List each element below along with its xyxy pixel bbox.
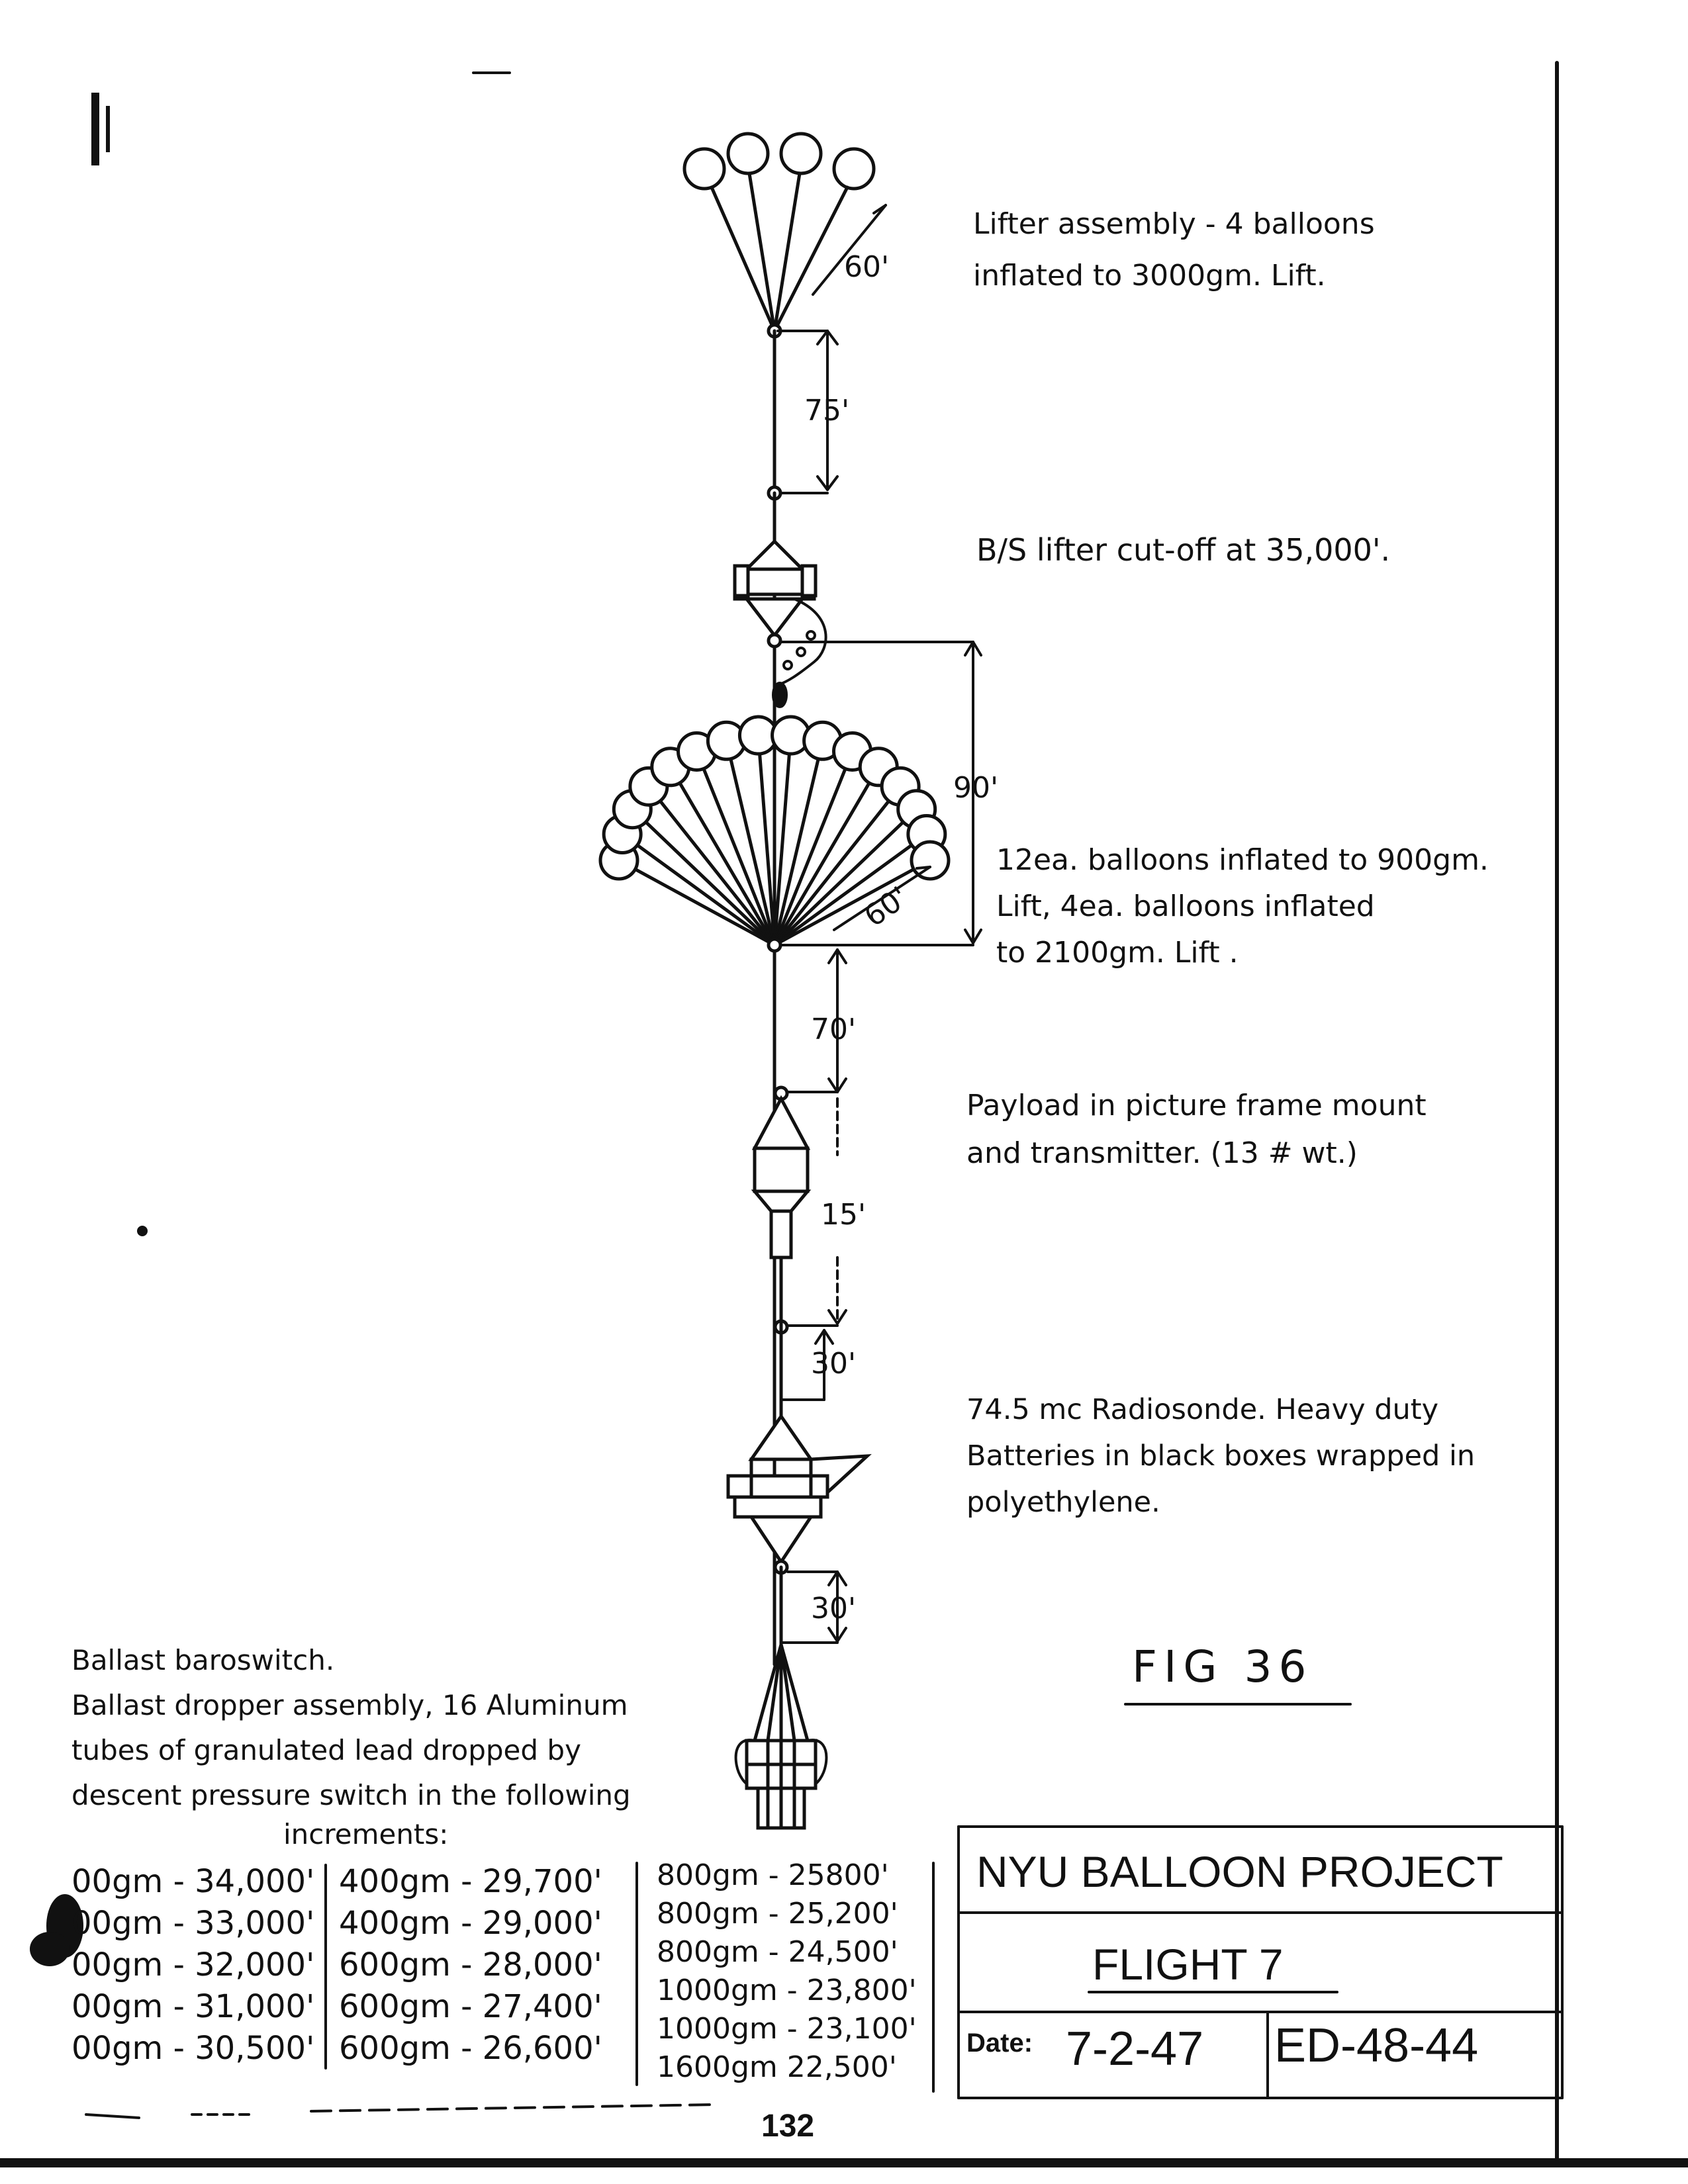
dim-lifter-to-switch: 75' <box>804 394 850 428</box>
cluster-label-line: Lift, 4ea. balloons inflated <box>996 889 1375 923</box>
radiosonde-label <box>966 1387 1475 1525</box>
cluster-rigging-line <box>774 809 917 945</box>
main-cluster-label <box>996 837 1489 976</box>
dim-radiosonde-to-ballast: 30' <box>811 1592 857 1625</box>
bottom-dash <box>86 2115 139 2118</box>
ballast-line: increments: <box>283 1818 449 1850</box>
radiosonde-label-line: 74.5 mc Radiosonde. Heavy duty <box>966 1393 1439 1426</box>
scan-mark <box>91 93 99 165</box>
dim-cluster-to-payload: 70' <box>811 1013 857 1046</box>
project-name: NYU BALLOON PROJECT <box>976 1847 1503 1896</box>
ballast-column-1 <box>71 1861 314 2070</box>
ballast-increment: 00gm - 32,000' <box>71 1946 315 1983</box>
drawing-number: ED-48-44 <box>1274 2019 1479 2072</box>
radiosonde-label-line: polyethylene. <box>966 1486 1160 1519</box>
cluster-balloon <box>912 842 949 879</box>
ink-dot <box>137 1226 148 1236</box>
payload-package <box>755 1099 808 1257</box>
lifter-label-line: inflated to 3000gm. Lift. <box>973 259 1326 293</box>
cluster-label-line: to 2100gm. Lift . <box>996 936 1239 970</box>
ballast-increment: 1000gm - 23,800' <box>657 1974 917 2007</box>
ballast-increment: 00gm - 30,500' <box>71 2030 315 2067</box>
ring-node <box>769 939 780 951</box>
date-value: 7-2-47 <box>1066 2023 1204 2075</box>
ballast-increment: 400gm - 29,700' <box>339 1863 602 1900</box>
ink-blot <box>30 1932 70 1966</box>
payload-label-line: Payload in picture frame mount <box>966 1089 1427 1122</box>
scan-mark <box>106 106 110 152</box>
ballast-line: Ballast baroswitch. <box>71 1644 335 1676</box>
date-label: Date: <box>966 2028 1033 2058</box>
ballast-increment: 600gm - 26,600' <box>339 2030 602 2067</box>
ballast-dropper-assembly <box>736 1645 827 1828</box>
ballast-increment: 00gm - 34,000' <box>71 1863 315 1900</box>
page-number: 132 <box>761 2109 815 2144</box>
dim-lifter-rigging: 60' <box>844 250 890 284</box>
ballast-column-2 <box>339 1861 602 2070</box>
ballast-increment: 00gm - 31,000' <box>71 1988 315 2025</box>
cutoff-switch-label: B/S lifter cut-off at 35,000'. <box>976 532 1391 568</box>
bottom-dash <box>311 2105 715 2111</box>
ballast-line: tubes of granulated lead dropped by <box>71 1734 581 1766</box>
lifter-balloons <box>684 134 874 337</box>
dim-cluster-rigging: 60' <box>858 880 915 934</box>
radiosonde-package <box>728 1416 867 1562</box>
payload-label-line: and transmitter. (13 # wt.) <box>966 1136 1358 1170</box>
radiosonde-label-line: Batteries in black boxes wrapped in <box>966 1439 1476 1473</box>
payload-label <box>966 1082 1427 1177</box>
ballast-line: Ballast dropper assembly, 16 Aluminum <box>71 1689 628 1721</box>
ballast-increment: 600gm - 28,000' <box>339 1946 602 1983</box>
lifter-label-line: Lifter assembly - 4 balloons <box>973 207 1375 241</box>
ballast-increment: 600gm - 27,400' <box>339 1988 602 2025</box>
ballast-line: descent pressure switch in the following <box>71 1779 631 1811</box>
cluster-rigging-line <box>632 809 774 945</box>
flight-number: FLIGHT 7 <box>1092 1940 1284 1989</box>
ballast-increment: 800gm - 25800' <box>657 1858 889 1892</box>
ballast-description <box>71 1638 631 1851</box>
dim-payload-to-radiosonde: 30' <box>811 1347 857 1381</box>
ballast-increment: 800gm - 25,200' <box>657 1897 898 1931</box>
ballast-increment: 800gm - 24,500' <box>657 1935 898 1969</box>
cluster-label-line: 12ea. balloons inflated to 900gm. <box>996 843 1489 877</box>
ballast-column-3 <box>657 1856 917 2087</box>
dim-switch-to-cluster: 90' <box>953 771 999 805</box>
ballast-increment: 1600gm 22,500' <box>657 2050 897 2084</box>
cutoff-switch <box>735 493 816 635</box>
ballast-increment: 1000gm - 23,100' <box>657 2012 917 2046</box>
ring-node <box>769 635 780 647</box>
figure-number: FIG 36 <box>1132 1641 1313 1692</box>
ballast-increment: 00gm - 33,000' <box>71 1905 315 1942</box>
dim-payload-length: 15' <box>821 1198 867 1232</box>
ballast-increment: 400gm - 29,000' <box>339 1905 602 1942</box>
lifter-assembly-label <box>973 199 1375 302</box>
